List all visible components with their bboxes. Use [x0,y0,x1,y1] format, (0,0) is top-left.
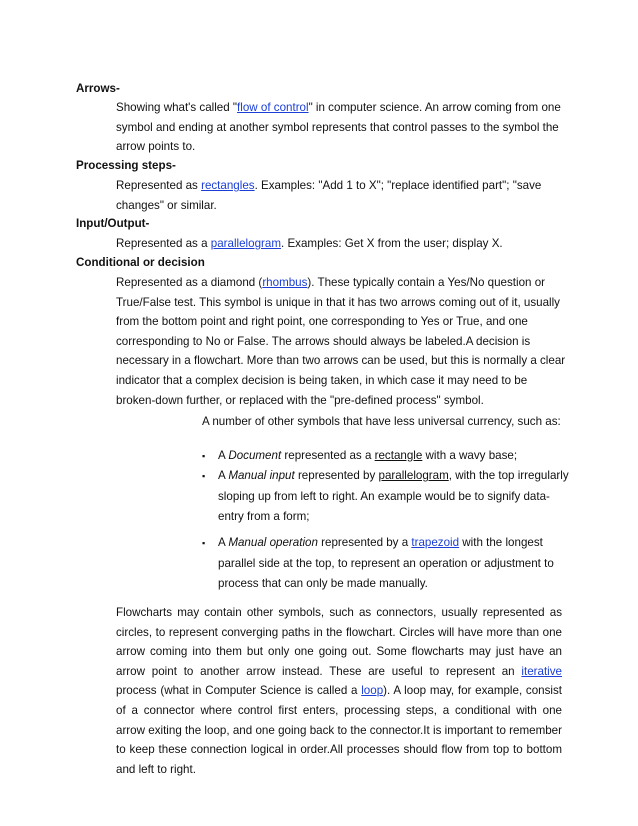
link-trapezoid[interactable]: trapezoid [411,536,460,549]
link-loop[interactable]: loop [361,684,384,698]
text: represented by a [317,536,412,549]
heading-input-output: Input/Output- [76,217,150,230]
text: represented by [294,469,379,482]
bullet-item-manual-input [202,466,572,528]
heading-arrows: Arrows- [76,82,120,95]
paragraph-decision [116,273,566,410]
text: with a wavy base; [422,449,518,462]
other-symbols-intro: A number of other symbols that have less universal currency, such as: [202,415,561,428]
bullet-item-manual-operation [202,533,572,595]
heading-conditional-or-decision: Conditional or decision [76,256,205,269]
text: " in computer science. An arrow coming from one symbol and ending at another symbol represents that control passes to the symbol the arrow points to. [116,101,561,154]
paragraph-closing [116,603,562,779]
text: Flowcharts may contain other symbols, such as connectors, usually represented as circles, to represent converging paths in the flowchart. Circles will have more than one arrow coming into them but only one going out. Some flowcharts may just have an arrow point to another arrow instead. These are useful to represent an [116,606,562,678]
bullet-marker: ▪ [202,538,206,548]
text: Represented as [116,179,202,192]
bullet-item-document [202,446,572,467]
text: process (what in Computer Science is called a [116,684,362,698]
bullet-marker: ▪ [202,471,206,481]
link-rectangle[interactable]: rectangle [374,449,423,462]
text: A [218,449,229,462]
text: . Examples: Get X from the user; display X. [281,237,503,250]
link-rhombus[interactable]: rhombus [262,276,308,289]
term-manual-input: Manual input [228,469,295,482]
term-document: Document [228,449,282,462]
text: Represented as a [116,237,211,250]
text: represented as a [281,449,375,462]
text: A [218,536,229,549]
text: , with the top irregularly sloping up from left to right. An example would be to signify data-entry from a form; [218,469,569,523]
paragraph-processing-steps [116,176,566,215]
paragraph-arrows [116,98,566,157]
text: A [218,469,229,482]
bullet-marker: ▪ [202,451,206,461]
text: ). These typically contain a Yes/No question or True/False test. This symbol is unique in that it has two arrows coming out of it, usually from the bottom point and right point, one corresponding to Yes or True, and one corresponding to No or False. The arrows should always be labeled.A decision is necessary in a flowchart. More than two arrows can be used, but this is normally a clear indicator that a complex decision is being taken, in which case it may need to be broken-down further, or replaced with the "pre-defined process" symbol. [116,276,566,407]
link-rectangles[interactable]: rectangles [201,179,255,192]
link-iterative[interactable]: iterative [521,664,562,678]
text: with the longest parallel side at the top, to represent an operation or adjustment to process that can only be made manually. [218,536,554,590]
link-parallelogram-2[interactable]: parallelogram [378,469,449,482]
heading-processing-steps: Processing steps- [76,159,176,172]
link-flow-of-control[interactable]: flow of control [237,101,309,114]
term-manual-operation: Manual operation [228,536,318,549]
link-parallelogram[interactable]: parallelogram [210,237,281,250]
text: Represented as a diamond ( [116,276,263,289]
text: ). A loop may, for example, consist of a connector where control first enters, processing steps, a conditional with one arrow exiting the loop, and one going back to the connector.It is important to remember to keep these connection logical in order.All processes should flow from top to bottom and left to right. [116,684,562,776]
text: . Examples: "Add 1 to X"; "replace identified part"; "save changes" or similar. [116,179,542,212]
text: Showing what's called " [116,101,238,114]
paragraph-input-output [116,234,566,254]
